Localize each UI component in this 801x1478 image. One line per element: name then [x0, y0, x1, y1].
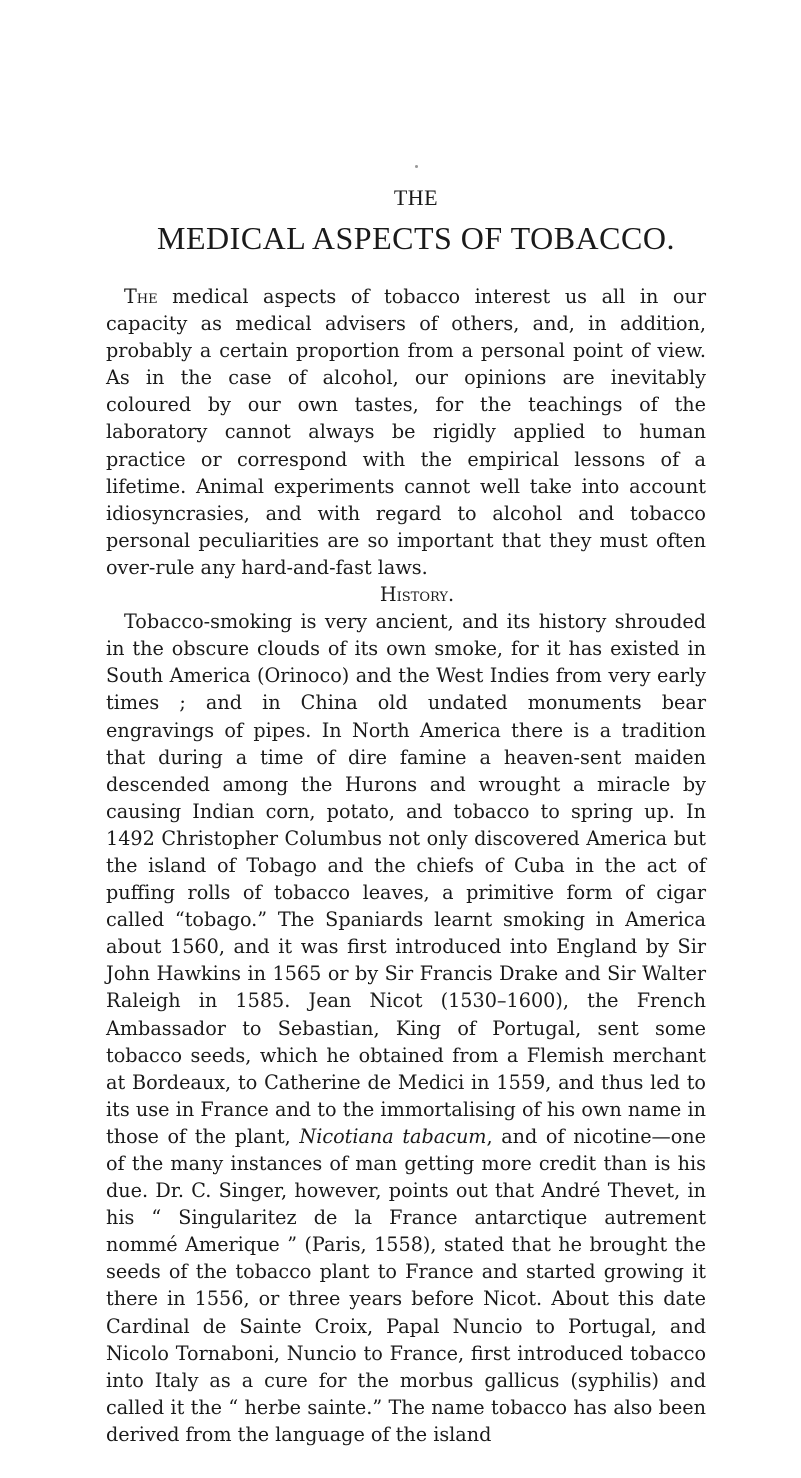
history-italic-plant-name: Nicotiana tabacum — [299, 1124, 487, 1148]
intro-paragraph — [106, 283, 706, 581]
history-text-2: , and of nicotine—one of the many instances of man getting more credit than is his due. Dr. C. Singer, however, points out that André Thevet, in his “ Singularitez de la France antarctique autrement nommé Amerique ” (Paris, 1558), stated that he brought the seeds of the tobacco plant to France and started growing it there in 1556, or three years before Nicot. About this date Cardinal de Sainte Croix, Papal Nuncio to Portugal, and Nicolo Tornaboni, Nuncio to France, first introduced tobacco into Italy as a cure for the morbus gallicus (syphilis) and called it the “ herbe sainte.” The name tobacco has also been derived from the language of the island — [106, 1124, 707, 1446]
body-text — [106, 283, 706, 1448]
section-heading-history: History. — [379, 583, 455, 607]
pre-title: THE — [393, 185, 439, 210]
history-text-1: Tobacco-smoking is very ancient, and its history shrouded in the obscure clouds of its own smoke, for it has existed in South America (Orinoco) and the West Indies from very early times ; and in China old undated monuments bear engravings of pipes. In North America there is a tradition that during a time of dire famine a heaven-sent maiden descended among the Hurons and wrought a miracle by causing Indian corn, potato, and tobacco to spring up. In 1492 Christopher Columbus not only discovered America but the island of Tobago and the chiefs of Cuba in the act of puffing rolls of tobacco leaves, a primitive form of cigar called “tobago.” The Spaniards learnt smoking in America about 1560, and it was first introduced into England by Sir John Hawkins in 1565 or by Sir Francis Drake and Sir Walter Raleigh in 1585. Jean Nicot (1530–1600), the French Ambassador to Sebastian, King of Portugal, sent some tobacco seeds, which he obtained from a Flemish merchant at Bordeaux, to Catherine de Medici in 1559, and thus led to its use in France and to the immortalising of his own name in those of the plant, — [106, 610, 706, 1148]
intro-text: medical aspects of tobacco interest us all in our capacity as medical advisers of others, and, in addition, probably a certain proportion from a personal point of view. As in the case of alcohol, our opinions are inevitably coloured by our own tastes, for the teachings of the laboratory cannot always be rigidly applied to human practice or correspond with the empirical lessons of a lifetime. Animal experiments cannot well take into account idiosyncrasies, and with regard to alcohol and tobacco personal peculiarities are so important that they must often over-rule any hard-and-fast laws. — [106, 285, 706, 579]
page-title: MEDICAL ASPECTS OF TOBACCO. — [157, 220, 675, 256]
speck-mark — [415, 165, 418, 168]
history-paragraph — [106, 608, 706, 1448]
intro-lead-word: The — [124, 285, 158, 308]
